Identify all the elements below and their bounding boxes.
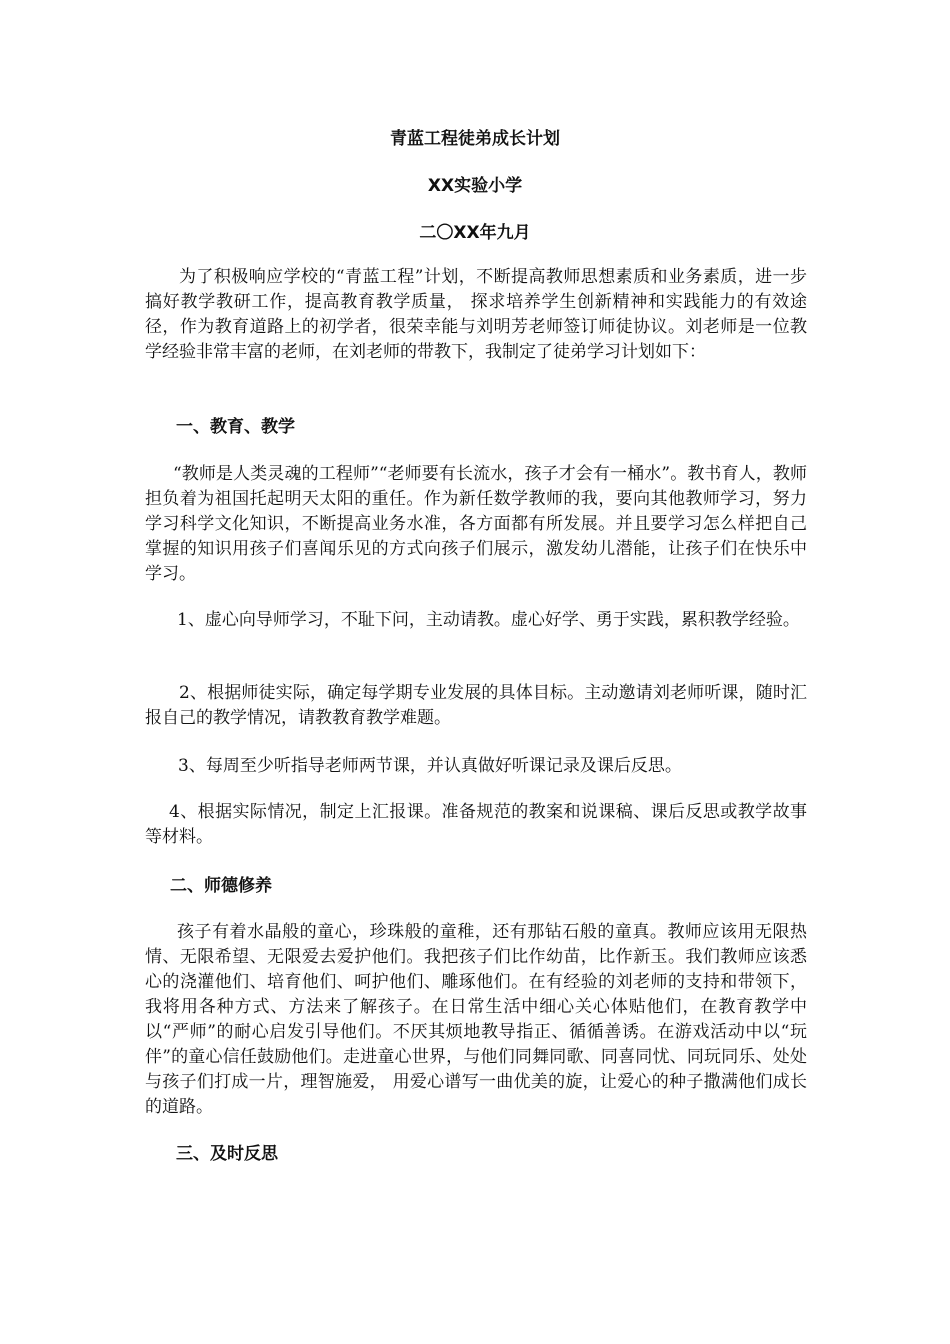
intro-paragraph: 为了积极响应学校的“青蓝工程”计划，不断提高教师思想素质和业务素质，进一步搞好教学教研工作，提高教育教学质量， 探求培养学生创新精神和实践能力的有效途径，作为教育道路上的初学者，很荣幸能与刘明芳老师签订师徒协议。刘老师是一位教学经验非常丰富的老师，在刘老师的带教下，我制定了徒弟学习计划如下：: [145, 267, 807, 362]
section-2-paragraph-1: 孩子有着水晶般的童心，珍珠般的童稚，还有那钻石般的童真。教师应该用无限热情、无限希望、无限爱去爱护他们。我把孩子们比作幼苗，比作新玉。我们教师应该悉心的浇灌他们、培育他们、呵护他们、雕琢他们。在有经验的刘老师的支持和带领下，我将用各种方式、方法来了解孩子。在日常生活中细心关心体贴他们，在教育教学中以“严师”的耐心启发引导他们。不厌其烦地教导指正、循循善诱。在游戏活动中以“玩伴”的童心信任鼓励他们。走进童心世界，与他们同舞同歌、同喜同忧、同玩同乐、处处与孩子们打成一片，理智施爱， 用爱心谱写一曲优美的旋，让爱心的种子撒满他们成长的道路。: [145, 922, 807, 1117]
section-1-item-3: 3、每周至少听指导老师两节课，并认真做好听课记录及课后反思。: [178, 756, 682, 776]
section-1-paragraph-1: “教师是人类灵魂的工程师”“老师要有长流水，孩子才会有一桶水”。教书育人，教师担负着为祖国托起明天太阳的重任。作为新任数学教师的我，要向其他教师学习，努力学习科学文化知识，不断提高业务水准，各方面都有所发展。并且要学习怎么样把自己掌握的知识用孩子们喜闻乐见的方式向孩子们展示，激发幼儿潜能，让孩子们在快乐中学习。: [145, 464, 807, 584]
school-name: XX实验小学: [427, 176, 523, 196]
section-heading-2: 二、师德修养: [170, 876, 272, 896]
section-1-item-4: 4、根据实际情况，制定上汇报课。准备规范的教案和说课稿、课后反思或教学故事等材料。: [145, 802, 807, 847]
section-heading-1: 一、教育、教学: [176, 417, 295, 437]
section-1-item-1: 1、虚心向导师学习，不耻下问，主动请教。虚心好学、勇于实践，累积教学经验。: [177, 610, 800, 630]
document-title: 青蓝工程徒弟成长计划: [390, 129, 560, 149]
section-1-item-2: 2、根据师徒实际，确定每学期专业发展的具体目标。主动邀请刘老师听课，随时汇报自己的教学情况，请教教育教学难题。: [145, 683, 807, 728]
document-date: 二〇XX年九月: [419, 223, 531, 243]
section-heading-3: 三、及时反思: [176, 1144, 278, 1164]
